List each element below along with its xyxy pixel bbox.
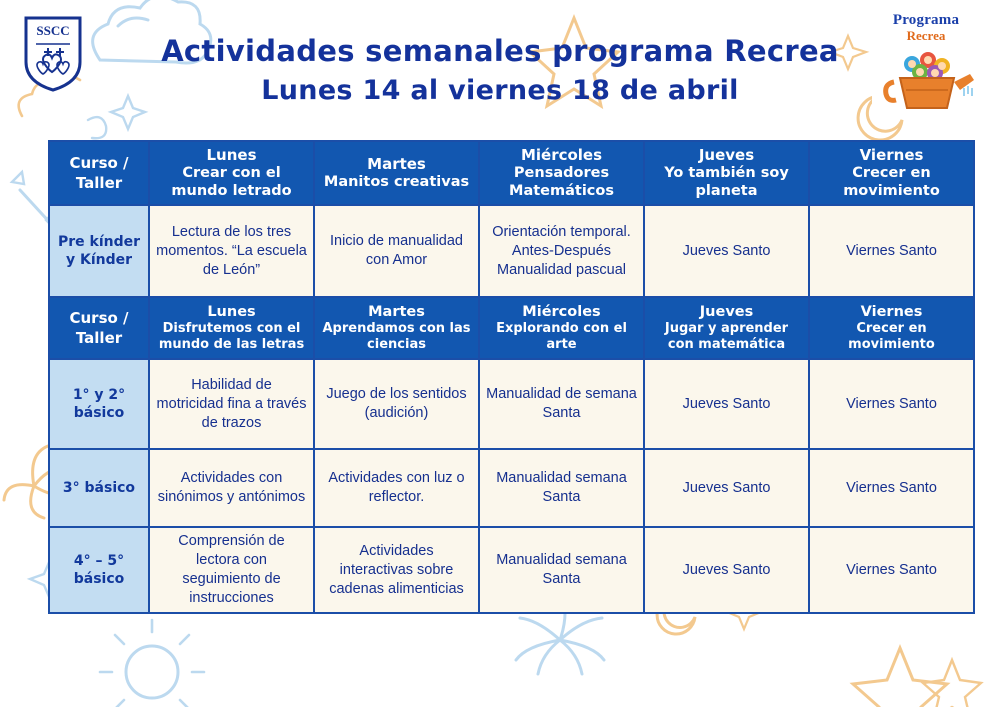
day-name: Lunes — [206, 146, 257, 164]
header-day-miercoles-1 — [479, 141, 644, 205]
day-name: Miércoles — [522, 304, 601, 320]
course-label-line2: Taller — [75, 329, 123, 347]
header-day-viernes-2 — [809, 297, 974, 359]
activity-cell: Jueves Santo — [644, 205, 809, 297]
activity-cell: Jueves Santo — [644, 449, 809, 527]
course-line1: 4° – 5° — [73, 553, 125, 569]
page-subtitle: Lunes 14 al viernes 18 de abril — [261, 75, 739, 106]
day-name: Jueves — [699, 304, 754, 320]
course-line1: Pre kínder — [57, 234, 141, 250]
activity-cell: Jueves Santo — [644, 527, 809, 613]
day-desc: Disfrutemos con el mundo de las letras — [158, 321, 305, 352]
activity-cell: Viernes Santo — [809, 449, 974, 527]
page-title: Actividades semanales programa Recrea — [161, 34, 839, 68]
course-line1: 3° básico — [62, 480, 136, 496]
header-day-jueves-2 — [644, 297, 809, 359]
course-label-line2: Taller — [75, 174, 123, 192]
activity-cell: Manualidad semana Santa — [479, 527, 644, 613]
day-name: Lunes — [207, 304, 256, 320]
course-label-line1: Curso / — [69, 154, 129, 172]
activity-cell: Jueves Santo — [644, 359, 809, 449]
day-name: Jueves — [698, 146, 755, 164]
day-desc: Pensadores Matemáticos — [509, 165, 614, 199]
course-line2: básico — [73, 571, 125, 587]
course-cell-4y5basico — [49, 527, 149, 613]
activity-cell: Actividades con luz o reflector. — [314, 449, 479, 527]
activity-cell: Comprensión de lectora con seguimiento de instrucciones — [149, 527, 314, 613]
logo-line2: Recrea — [906, 28, 946, 43]
header-day-viernes-1 — [809, 141, 974, 205]
activity-cell: Orientación temporal. Antes-Después Manualidad pascual — [479, 205, 644, 297]
day-desc: Explorando con el arte — [496, 321, 627, 352]
course-cell-3basico — [49, 449, 149, 527]
activity-cell: Inicio de manualidad con Amor — [314, 205, 479, 297]
day-name: Miércoles — [520, 146, 603, 164]
table-row — [49, 205, 974, 297]
day-desc: Yo también soy planeta — [664, 165, 789, 199]
crest-text: SSCC — [36, 23, 70, 38]
course-cell-1y2basico — [49, 359, 149, 449]
header-day-lunes-2 — [149, 297, 314, 359]
header-day-martes-1 — [314, 141, 479, 205]
logo-line1: Programa — [892, 12, 960, 28]
table-header-row-1 — [49, 141, 974, 205]
poster-title-block — [0, 34, 1000, 108]
activity-cell: Manualidad de semana Santa — [479, 359, 644, 449]
activity-cell: Viernes Santo — [809, 527, 974, 613]
day-name: Martes — [368, 304, 425, 320]
header-course-label-2 — [49, 297, 149, 359]
day-desc: Manitos creativas — [323, 174, 470, 190]
table-header-row-2 — [49, 297, 974, 359]
day-name: Viernes — [860, 304, 923, 320]
activity-cell: Manualidad semana Santa — [479, 449, 644, 527]
header-day-jueves-1 — [644, 141, 809, 205]
table-row — [49, 449, 974, 527]
course-line2: y Kínder — [65, 252, 133, 268]
header-course-label-1 — [49, 141, 149, 205]
activity-cell: Juego de los sentidos (audición) — [314, 359, 479, 449]
table-row — [49, 359, 974, 449]
header-day-miercoles-2 — [479, 297, 644, 359]
day-desc: Aprendamos con las ciencias — [322, 321, 471, 352]
day-desc: Jugar y aprender con matemática — [664, 321, 789, 352]
day-name: Viernes — [859, 146, 924, 164]
course-label-line1: Curso / — [69, 309, 129, 327]
activity-cell: Lectura de los tres momentos. “La escuela de León” — [149, 205, 314, 297]
day-name: Martes — [367, 155, 426, 173]
course-line1: 1° y 2° — [72, 387, 126, 403]
day-desc: Crear con el mundo letrado — [171, 165, 292, 199]
header-day-lunes-1 — [149, 141, 314, 205]
activity-cell: Viernes Santo — [809, 205, 974, 297]
activity-cell: Actividades con sinónimos y antónimos — [149, 449, 314, 527]
activity-cell: Actividades interactivas sobre cadenas alimenticias — [314, 527, 479, 613]
course-cell-prekinder — [49, 205, 149, 297]
day-desc: Crecer en movimiento — [843, 165, 940, 199]
table-row — [49, 527, 974, 613]
weekly-schedule-table — [48, 140, 975, 614]
activity-cell: Viernes Santo — [809, 359, 974, 449]
activity-cell: Habilidad de motricidad fina a través de trazos — [149, 359, 314, 449]
course-line2: básico — [73, 405, 125, 421]
day-desc: Crecer en movimiento — [848, 321, 935, 352]
header-day-martes-2 — [314, 297, 479, 359]
